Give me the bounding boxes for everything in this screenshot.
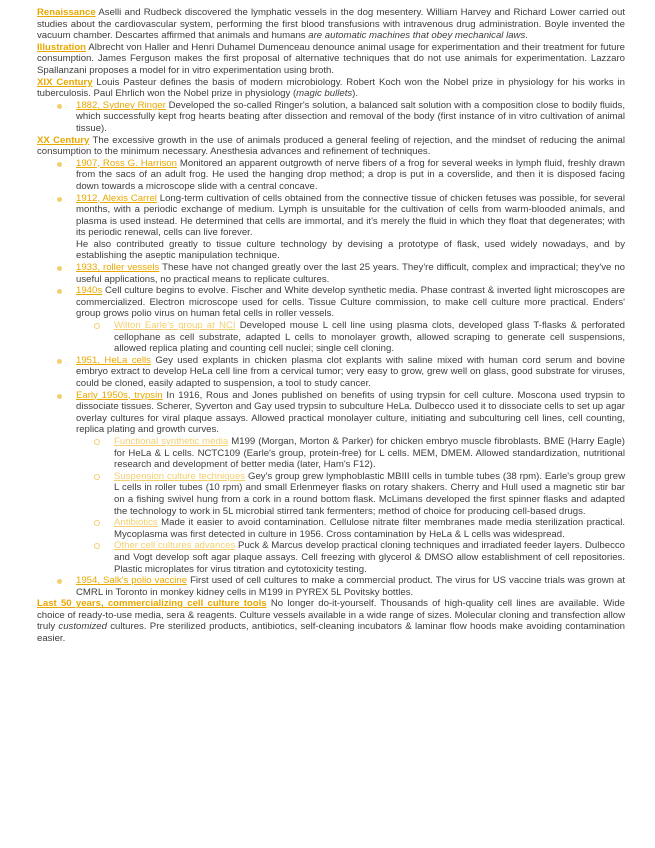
heading-illustration[interactable]: Illustration — [37, 41, 87, 53]
list-item-ringer: 1882, Sydney Ringer Developed the so-called Ringer's solution, a balanced salt solution with a composition close to bodily fluids, which successfully kept frog hearts beating after dissection and removal of the body (first instance of in vitro cultivation of animal tissue). — [37, 100, 625, 135]
list-item-hela: 1951, HeLa cells Gey used explants in chicken plasma clot explants with saline mixed with human cord serum and bovine embryo extract to develop HeLa cell line from a cervical tumor; very easy to grow, grew well on glass, good substrate for viruses, could be cloned, easily adapted to suspension, a tool to study cancer. — [37, 355, 625, 390]
subheading-other-advances[interactable]: Other cell cultures advances — [114, 540, 236, 552]
sub-item-synthetic-media: Functional synthetic media M199 (Morgan, Morton & Parker) for chicken embryo muscle fibroblasts. BME (Harry Eagle) for HeLa & L cells. NCTC109 (Earle's group, protein-free) for L cells. MEM, DMEM. Allowed standardization, nutritional research and development of better media (later, Ham's F12). — [37, 436, 625, 471]
sub-item-other-advances: Other cell cultures advances Puck & Marcus develop practical cloning techniques and irradiated feeder layers. Dulbecco and Vogt develop soft agar plaque assays. Cell freezing with glycerol & DMSO allow establishment of cell repositories. Plastic microplates for virus titration and cytotoxicity testing. — [37, 540, 625, 575]
last50-emphasis: customized — [58, 621, 107, 633]
list-item-carrel: 1912, Alexis Carrel Long-term cultivation of cells obtained from the connective tissue of chicken fetuses was possible, for several months, with a periodic exchange of medium. Lymph is unsuitable for the cultivation of cells from warm-blooded animals, and plasma is used instead. He determined that cells are immortal, and it's merely the fluid in which they float that degenerates; with its periodic renewal, cells can live forever. — [37, 193, 625, 239]
subheading-roller[interactable]: 1933, roller vessels — [76, 262, 160, 274]
illustration-text: Albrecht von Haller and Henri Duhamel Dumenceau denounce animal usage for experimentation and their treatment for future consumption. James Ferguson makes the first proposal of alternative techniques that do not use animals for experimentation. Lazzaro Spallanzani proposes a model for in vitro experimentation using broth. — [37, 41, 625, 76]
xx-text: The excessive growth in the use of animals produced a general feeling of rejection, and the mindset of reducing the animal consumption to the minimum necessary. Anesthesia advances and refinement of techniques. — [37, 134, 625, 158]
paragraph-xx-century — [37, 135, 625, 158]
subheading-carrel[interactable]: 1912, Alexis Carrel — [76, 192, 157, 204]
subheading-ringer[interactable]: 1882, Sydney Ringer — [76, 99, 166, 111]
subheading-1940s[interactable]: 1940s — [76, 285, 103, 297]
subheading-harrison[interactable]: 1907, Ross G. Harrison — [76, 157, 177, 169]
xx-list — [37, 158, 625, 239]
subheading-antibiotics[interactable]: Antibiotics — [114, 517, 158, 529]
list-item-1940s: 1940s Cell culture begins to evolve. Fischer and White develop synthetic media. Phase contrast & inverted light microscopes are commercialized. Electron microscope used for cells. Tissue Culture commission, to make cell culture more practical. Enders' group grows polio virus on human fetal cells in roller vessels. — [37, 285, 625, 320]
sub-item-suspension: Suspension culture techniques Gey's group grew lymphoblastic MBIII cells in tumble tubes (38 rpm). Earle's group grew L cells in roller tubes (10 rpm) and small Erlenmeyer flasks on rotary shakers. Cherry and Hull used a magnetic stir bar on a fishing swivel hung from a cork in a round bottom flask. McLimans developed the first spinner flasks and adapted the technology to work in 5L microbial stirred tank fermenters; method of choice for producing cell-based drugs. — [37, 471, 625, 517]
subheading-hela[interactable]: 1951, HeLa cells — [76, 354, 151, 366]
paragraph-xix-century: XIX Century Louis Pasteur defines the basis of modern microbiology. Robert Koch won the Nobel prize in physiology for his works in tuberculosis. Paul Ehrlich won the Nobel prize in physiology (magic bullets). — [37, 76, 625, 100]
heading-renaissance[interactable]: Renaissance — [37, 7, 96, 18]
subheading-suspension[interactable]: Suspension culture techniques — [114, 470, 246, 482]
list-item-harrison: 1907, Ross G. Harrison Monitored an apparent outgrowth of nerve fibers of a frog for several weeks in lymph fluid, freshly drawn from the sacs of an adult frog. He used the hanging drop method; a drop is put in a coverslide, and then it is disposed facing down towards a microscope slide with a central concave. — [37, 158, 625, 193]
paragraph-renaissance: Renaissance Aselli and Rudbeck discovered the lymphatic vessels in the dog mesentery. William Harvey and Richard Lower carried out studies about the cardiovascular system, performing the first blood transfusions with intravenous drug administration. Boyle invented the vacuum chamber. Descartes affirmed that animals and humans are automatic machines that obey mechanical laws. — [37, 7, 625, 42]
xix-list — [37, 100, 625, 135]
xix-emphasis: magic bullets — [296, 88, 353, 100]
list-item-roller: 1933, roller vessels These have not changed greatly over the last 25 years. They're difficult, complex and impractical; they've no useful applications, no practical means to replicate cultures. — [37, 262, 625, 285]
xix-text: Louis Pasteur defines the basis of modern microbiology. Robert Koch won the Nobel prize in physiology for his works in tuberculosis. Paul Ehrlich won the Nobel prize in physiology ( — [37, 76, 625, 100]
renaissance-text: Aselli and Rudbeck discovered the lymphatic vessels in the dog mesentery. William Harvey and Richard Lower carried out studies about the cardiovascular system, performing the first blood transfusions with intravenous drug administration. Boyle invented the vacuum chamber. Descartes affirmed that animals and humans — [37, 7, 625, 42]
sub-item-earle: Wilton Earle's group at NCI Developed mouse L cell line using plasma clots, developed glass T-flasks & perforated cellophane as cell substrate, adapted L cells to monolayer growth, allowed scraping to generate cell suspensions, allowed replica plating and counting cell nuclei; single cell cloning. — [37, 320, 625, 355]
xx-list-2 — [37, 262, 625, 598]
list-item-trypsin: Early 1950s, trypsin In 1916, Rous and Jones published on benefits of using trypsin for cell culture. Moscona used trypsin to dissociate tissues. Scherer, Syverton and Gay used trypsin to subculture HeLa. Dulbecco used it to dissociate cells to set up agar overlay cultures for viral plaque assays. Allowed practical monolayer culture, initiating and subculturing cell lines, cell counting, replica plating and growth curves. — [37, 390, 625, 436]
subheading-synthetic-media[interactable]: Functional synthetic media — [114, 435, 229, 447]
carrel-extra: He also contributed greatly to tissue culture technology by devising a prototype of flask, used widely nowadays, and by establishing the aseptic manipulation technique. — [76, 238, 625, 262]
paragraph-last-50-years: Last 50 years, commercializing cell culture tools No longer do-it-yourself. Thousands of high-quality cell lines are available. Wide choice of ready-to-use media, sera & reagents. Culture vessels available in a wide range of sizes. Molecular cloning and transfection allow truly customized cultures. Pre sterilized products, antibiotics, self-cleaning incubators & laminar flow hoods make avoiding contamination easier. — [37, 598, 625, 645]
last50-text: No longer do-it-yourself. Thousands of high-quality cell lines are available. Wide choice of ready-to-use media, sera & reagents. Culture vessels available in a wide range of sizes. Molecular cloning and transfection allow truly — [37, 598, 625, 633]
sub-item-antibiotics: Antibiotics Made it easier to avoid contamination. Cellulose nitrate filter membranes made media sterilization practical. Mycoplasma was first detected in culture in 1956. Cross contamination by HeLa & L cells was widespread. — [37, 517, 625, 540]
heading-xix-century[interactable]: XIX Century — [37, 76, 93, 88]
subheading-salk[interactable]: 1954, Salk's polio vaccine — [76, 575, 188, 587]
renaissance-emphasis: are automatic machines that obey mechanical laws — [308, 30, 526, 42]
heading-last-50-years[interactable]: Last 50 years, commercializing cell culture tools — [37, 598, 267, 610]
paragraph-illustration — [37, 42, 625, 77]
subheading-trypsin[interactable]: Early 1950s, trypsin — [76, 389, 163, 401]
heading-xx-century[interactable]: XX Century — [37, 134, 90, 146]
subheading-earle[interactable]: Wilton Earle's group at NCI — [114, 320, 236, 332]
list-item-salk: 1954, Salk's polio vaccine First used of cell cultures to make a commercial product. The virus for US vaccine trials was grown at CMRL in Toronto in monkey kidney cells in M199 in PYREX 5L Povitsky bottles. — [37, 575, 625, 598]
